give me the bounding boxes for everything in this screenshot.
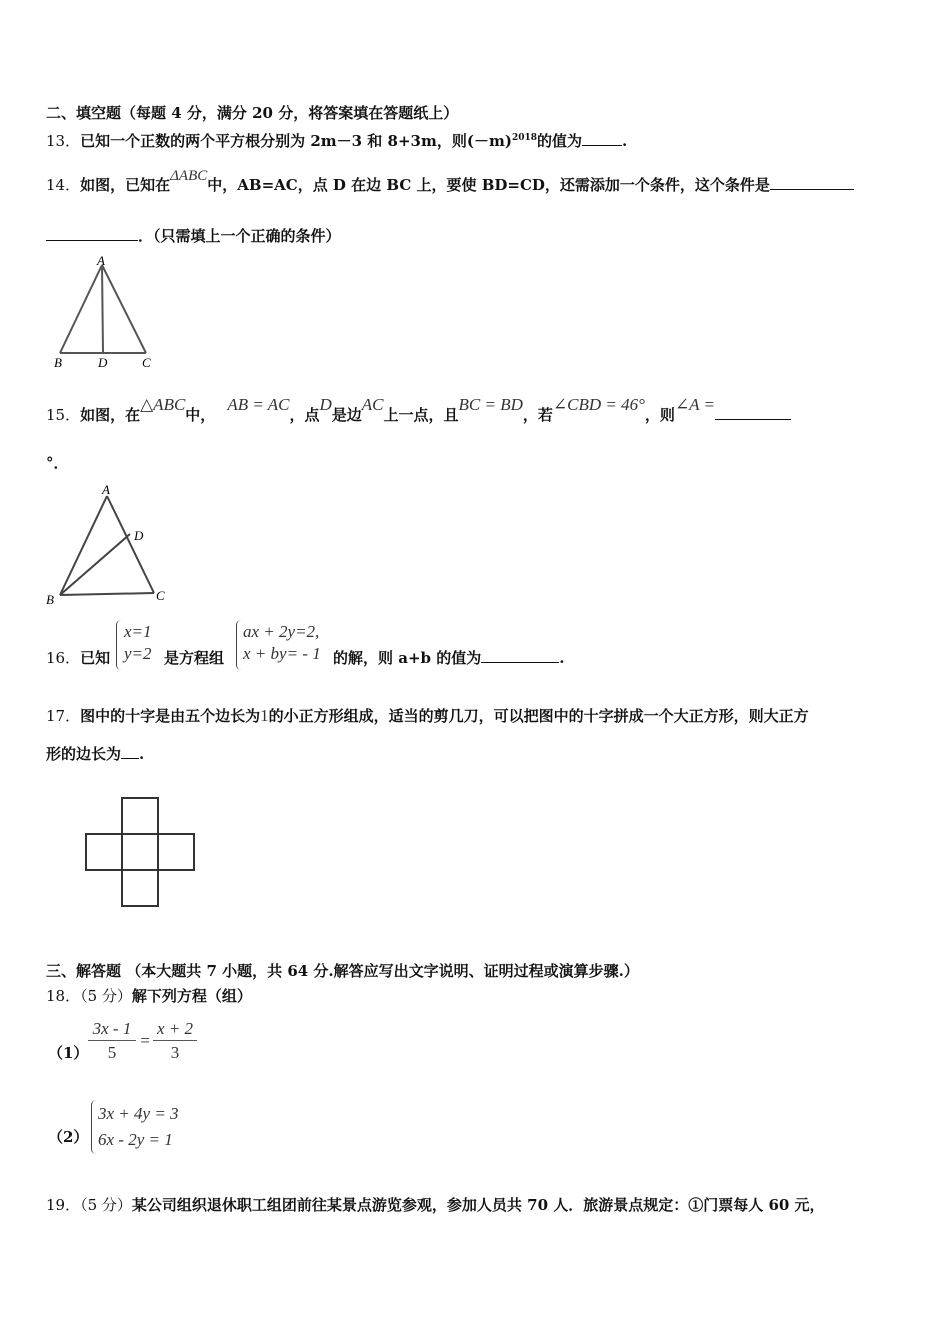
q15-text-5: 上一点，且 [383, 406, 459, 424]
q18-system-line-2: 6x - 2y = 1 [98, 1130, 173, 1149]
q17-cross-figure [82, 792, 208, 912]
q13-text-4: 的值为 [537, 132, 583, 150]
q16-text-1: 已知 [80, 649, 111, 667]
q17-text-1: 图中的十字是由五个边长为 [80, 707, 261, 725]
q16-text-3-wrap [333, 648, 564, 668]
q15-math-5: BC = BD [458, 395, 523, 414]
q17-text-4: . [139, 745, 145, 763]
q16-text-2: 是方程组 [164, 649, 225, 667]
q15-text-7: ，则 [644, 406, 675, 424]
q13-text-3: ，则 [436, 132, 467, 150]
q14-label-a: A [97, 255, 105, 268]
question-15 [46, 395, 791, 425]
question-17 [46, 706, 809, 726]
q15-text-4: 是边 [331, 406, 362, 424]
q15-triangle-figure [44, 480, 174, 610]
q14-text-2: 中，AB=AC，点 D 在边 BC 上，要使 BD=CD，还需添加一个条件，这个条件是 [207, 176, 770, 194]
q15-answer-blank[interactable] [715, 419, 791, 420]
q16-system-2-line-1: ax + 2y=2, [243, 622, 320, 641]
q15-label-c: C [156, 588, 165, 603]
q16-brace-2 [236, 620, 241, 670]
q15-text-2: 中， [185, 406, 216, 424]
q18-fraction-1-denominator: 5 [107, 1043, 117, 1062]
q16-system-2-line-2: x + by= - 1 [243, 644, 321, 663]
q16-system-1-line-1: x=1 [124, 622, 152, 641]
q18-system [98, 1101, 179, 1153]
q18-brace [91, 1100, 96, 1154]
q16-answer-blank[interactable] [481, 662, 559, 663]
q17-number: 17． [46, 707, 81, 725]
question-13 [46, 128, 627, 151]
q18-text-1: 解下列方程（组） [131, 987, 252, 1005]
q16-system-2 [243, 621, 321, 665]
q18-number: 18． [46, 987, 81, 1005]
question-16-number [46, 648, 110, 668]
q16-system-1-line-2: y=2 [124, 644, 152, 663]
q15-label-a: A [102, 482, 110, 497]
question-18 [46, 986, 252, 1006]
question-19 [46, 1195, 825, 1215]
q15-math-3: D [319, 395, 332, 414]
q18-system-line-1: 3x + 4y = 3 [98, 1104, 179, 1123]
question-14-continued [46, 226, 341, 246]
q14-answer-blank-1[interactable] [770, 189, 854, 190]
q15-degree-end: °． [46, 454, 69, 472]
q15-label-b: B [46, 592, 54, 607]
q15-text-3: ，点 [289, 406, 320, 424]
q15-math-6: ∠CBD = 46° [552, 395, 645, 414]
q15-text-6: ，若 [522, 406, 553, 424]
q13-expr-3: (－m) [466, 132, 512, 150]
q15-label-d: D [134, 528, 144, 543]
q17-text-2: 的小正方形组成，适当的剪几刀，可以把图中的十字拼成一个大正方形，则大正方 [268, 707, 809, 725]
question-14 [46, 168, 854, 196]
q18-part-1-label: （1） [48, 1044, 89, 1062]
q16-text-4: . [559, 649, 565, 667]
q18-fraction-1-numerator: 3x - 1 [88, 1018, 136, 1041]
q13-answer-blank[interactable] [582, 145, 622, 146]
question-17-continued [46, 744, 144, 764]
q15-math-7: ∠A = [674, 395, 715, 414]
q15-math-4: AC [361, 395, 384, 414]
q14-text-3: ．（只需填上一个正确的条件） [138, 227, 341, 245]
q16-text-3: 的解，则 a+b 的值为 [333, 649, 482, 667]
q14-text-1: 如图，已知在 [80, 176, 171, 194]
q13-text-5: . [622, 132, 628, 150]
q18-points: （5 分） [80, 987, 132, 1005]
section-2-heading: 二、填空题（每题 4 分，满分 20 分，将答案填在答题纸上） [46, 104, 459, 122]
q15-text-1: 如图，在 [80, 406, 141, 424]
q16-brace-1 [116, 620, 121, 670]
q13-expr-2: 8+3m [387, 132, 437, 150]
q19-text-1: 某公司组织退休职工组团前往某景点游览参观，参加人员共 70 人．旅游景点规定：①门票每人 60 元， [131, 1196, 825, 1214]
q15-math-1: △ABC [140, 395, 186, 414]
q13-number: 13． [46, 132, 81, 150]
q16-number: 16． [46, 649, 81, 667]
q19-points: （5 分） [80, 1196, 132, 1214]
section-3-heading: 三、解答题 （本大题共 7 小题，共 64 分.解答应写出文字说明、证明过程或演算步骤.） [46, 962, 639, 980]
q14-label-c: C [142, 355, 151, 370]
q14-triangle: ΔABC [170, 168, 208, 184]
q18-fraction-2 [153, 1018, 197, 1065]
q13-text-1: 已知一个正数的两个平方根分别为 [80, 132, 311, 150]
q14-number: 14． [46, 176, 81, 194]
q17-answer-blank[interactable] [121, 758, 139, 759]
q15-number: 15． [46, 406, 81, 424]
q14-answer-blank-2[interactable] [46, 240, 138, 241]
q16-system-1 [124, 621, 152, 665]
q13-expr-1: 2m－3 [310, 132, 363, 150]
q15-math-2: AB = AC [227, 395, 290, 414]
q18-fraction-1 [88, 1018, 136, 1065]
q18-equals: = [140, 1031, 150, 1050]
q18-fraction-2-denominator: 3 [170, 1043, 180, 1062]
q18-fraction-2-numerator: x + 2 [153, 1018, 197, 1041]
q13-text-2: 和 [362, 132, 388, 150]
q17-text-3: 形的边长为 [46, 745, 122, 763]
q14-triangle-figure [50, 255, 160, 375]
q13-exponent: 2018 [511, 133, 538, 143]
q17-math-1: 1 [260, 706, 269, 725]
q14-label-d: D [98, 355, 108, 370]
q14-label-b: B [54, 355, 62, 370]
q18-part-2-label: （2） [48, 1128, 89, 1146]
q19-number: 19． [46, 1196, 81, 1214]
